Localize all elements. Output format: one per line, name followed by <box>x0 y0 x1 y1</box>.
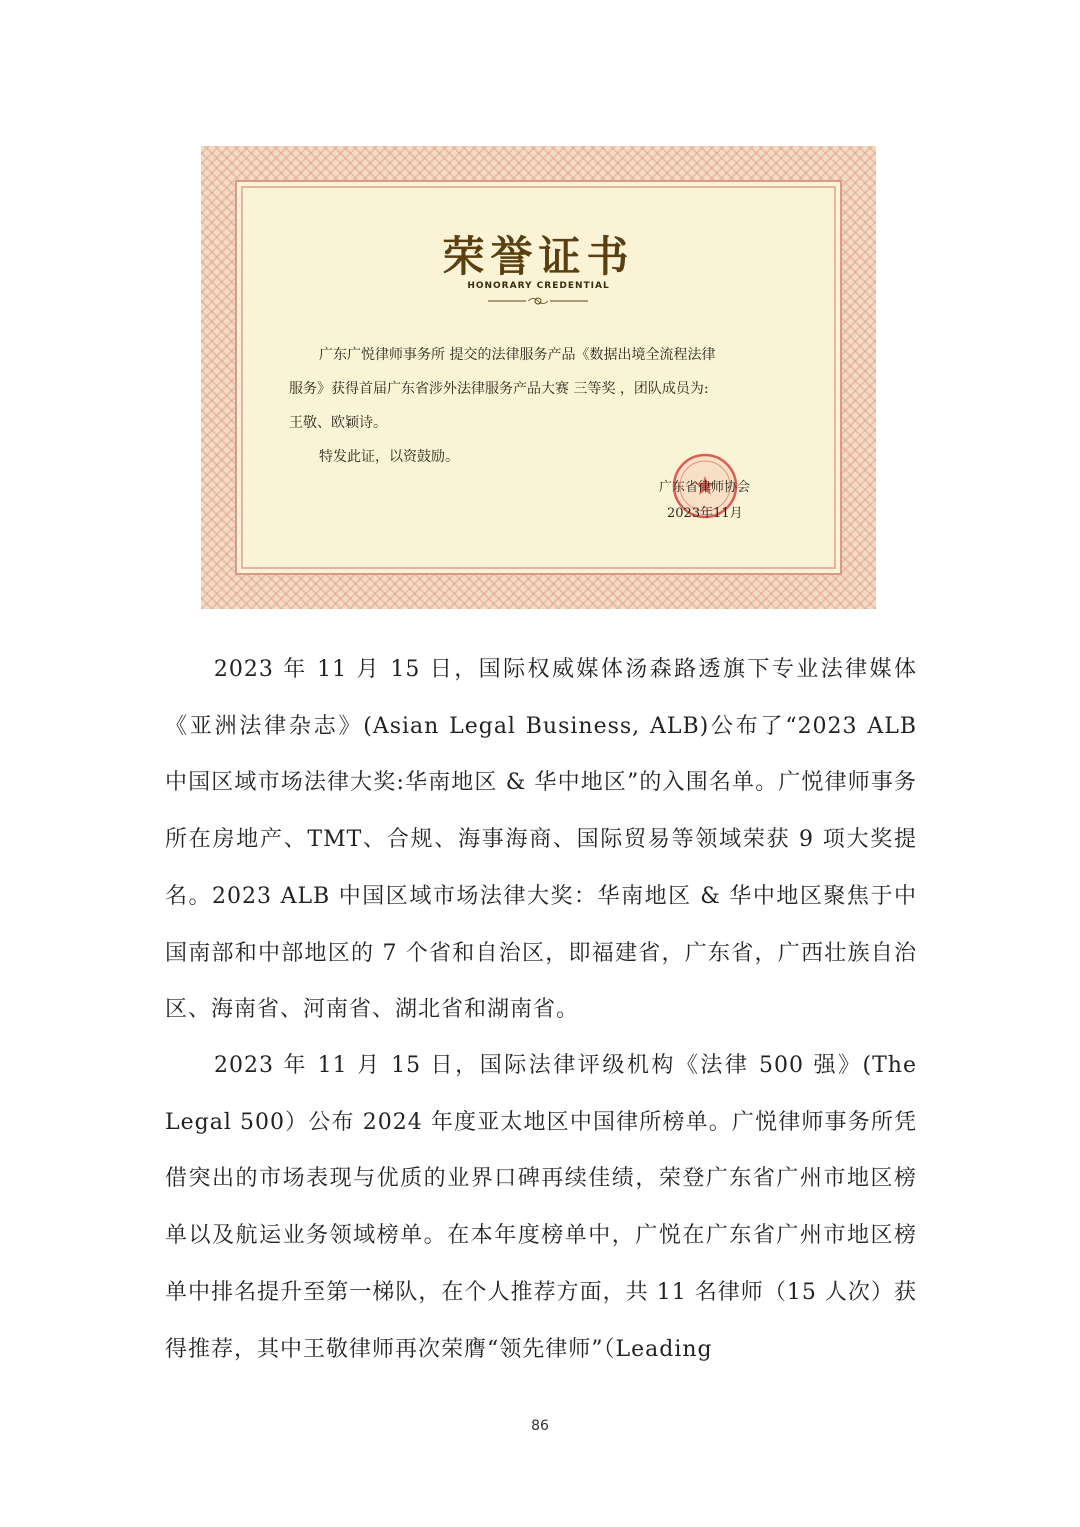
certificate-body-line: 特发此证，以资鼓励。 <box>319 449 459 465</box>
certificate-body-line: 服务》获得首届广东省涉外法律服务产品大赛 三等奖 ，团队成员为: <box>289 381 709 397</box>
certificate-issuer: 广东省律师协会 <box>659 480 751 495</box>
body-paragraph: 2023 年 11 月 15 日，国际权威媒体汤森路透旗下专业法律媒体《亚洲法律杂志》(Asian Legal Business, ALB)公布了“2023 ALB 中国区域市场法律大奖:华南地区 & 华中地区”的入围名单。广悦律师事务所在房地产、TMT、合规、海事海商、国际贸易等领域荣获 9 项大奖提名。2023 ALB 中国区域市场法律大奖：华南地区 & 华中地区聚焦于中国南部和中部地区的 7 个省和自治区，即福建省，广东省，广西壮族自治区、海南省、河南省、湖北省和湖南省。 <box>165 657 917 1023</box>
ornament-icon <box>488 296 588 306</box>
certificate-body-line: 王敬、欧颖诗。 <box>289 415 387 431</box>
body-paragraph: 2023 年 11 月 15 日，国际法律评级机构《法律 500 强》(The Legal 500）公布 2024 年度亚太地区中国律所榜单。广悦律师事务所凭借突出的市场表现与优质的业界口碑再续佳绩，荣登广东省广州市地区榜单以及航运业务领域榜单。在本年度榜单中，广悦在广东省广州市地区榜单中排名提升至第一梯队，在个人推荐方面，共 11 名律师（15 人次）获得推荐，其中王敬律师再次荣膺“领先律师”（Leading <box>165 1053 917 1362</box>
page-number: 86 <box>531 1418 549 1434</box>
certificate-date: 2023年11月 <box>667 506 743 521</box>
certificate-title: 荣誉证书 <box>442 232 635 281</box>
certificate-image <box>201 146 876 609</box>
certificate-body-line: 广东广悦律师事务所 提交的法律服务产品《数据出境全流程法律 <box>319 347 716 363</box>
certificate-subtitle: HONORARY CREDENTIAL <box>467 281 610 291</box>
